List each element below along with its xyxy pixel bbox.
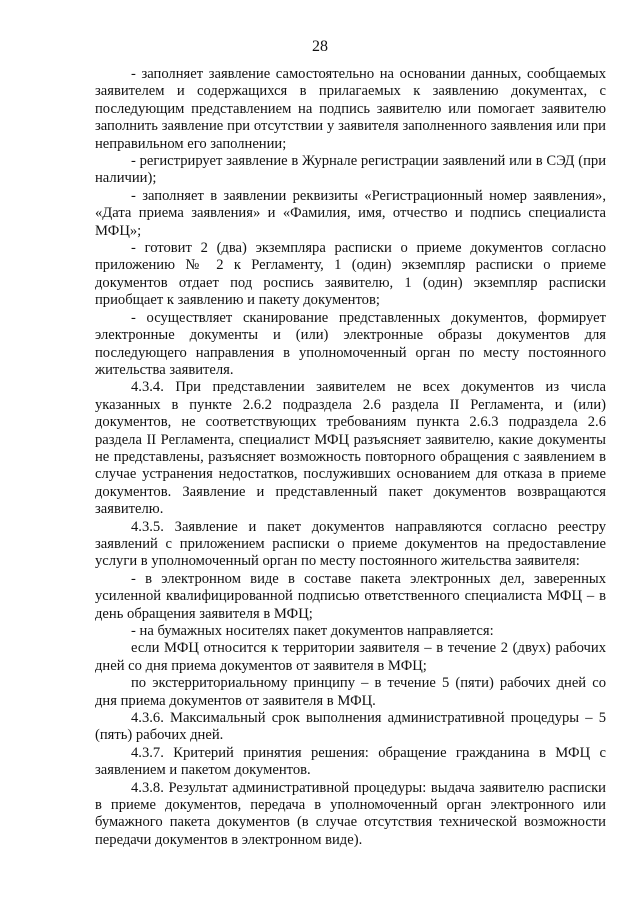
document-body — [95, 66, 606, 849]
paragraph-fill-application: - заполняет заявление самостоятельно на основании данных, сообщаемых заявителем и содержащихся в прилагаемых к заявлению документах, с последующим представлением на подпись заявителю или помогает заявителю заполнить заявление при отсутствии у заявителя заполненного заявления или при неправильном его заполнении; — [95, 66, 606, 152]
paragraph-fill-requisites: - заполняет в заявлении реквизиты «Регистрационный номер заявления», «Дата приема заявления» и «Фамилия, имя, отчество и подпись специалиста МФЦ»; — [95, 187, 606, 239]
paragraph-territory: если МФЦ относится к территории заявителя – в течение 2 (двух) рабочих дней со дня приема документов от заявителя в МФЦ; — [95, 640, 606, 674]
paragraph-extraterritorial: по экстерриториальному принципу – в течение 5 (пяти) рабочих дней со дня приема документов от заявителя в МФЦ. — [95, 675, 606, 709]
page-number: 28 — [312, 38, 328, 55]
paragraph-electronic-form: - в электронном виде в составе пакета электронных дел, заверенных усиленной квалифицированной подписью ответственного специалиста МФЦ – в день обращения заявителя в МФЦ; — [95, 570, 606, 622]
paragraph-prepare-receipt: - готовит 2 (два) экземпляра расписки о приеме документов согласно приложению № 2 к Регламенту, 1 (один) экземпляр расписки о приеме документов отдает под роспись заявителю, 1 (один) экземпляр расписки приобщает к заявлению и пакету документов; — [95, 240, 606, 309]
paragraph-4-3-6: 4.3.6. Максимальный срок выполнения административной процедуры – 5 (пять) рабочих дней. — [95, 710, 606, 744]
paragraph-4-3-8: 4.3.8. Результат административной процедуры: выдача заявителю расписки в приеме документов, передача в уполномоченный орган электронного или бумажного пакета документов (в случае отсутствия технической возможности передачи документов в электронном виде). — [95, 779, 606, 848]
paragraph-paper-form: - на бумажных носителях пакет документов направляется: — [131, 623, 494, 639]
paragraph-scan-documents: - осуществляет сканирование представленных документов, формирует электронные документы и (или) электронные образы документов для последующего направления в уполномоченный орган по месту постоянного жительства заявителя. — [95, 309, 606, 378]
paragraph-4-3-4: 4.3.4. При представлении заявителем не всех документов из числа указанных в пункте 2.6.2 подраздела 2.6 раздела II Регламента, и (или) документов, не соответствующих требованиям пункта 2.6.3 подраздела 2.6 раздела II Регламента, специалист МФЦ разъясняет заявителю, какие документы не представлены, разъясняет возможность повторного обращения с заявлением в случае устранения недостатков, послуживших основанием для отказа в приеме документов. Заявление и представленный пакет документов возвращаются заявителю. — [95, 379, 606, 518]
paragraph-4-3-7: 4.3.7. Критерий принятия решения: обращение гражданина в МФЦ с заявлением и пакетом документов. — [95, 744, 606, 779]
paragraph-register-application: - регистрирует заявление в Журнале регистрации заявлений или в СЭД (при наличии); — [95, 153, 606, 187]
paragraph-4-3-5: 4.3.5. Заявление и пакет документов направляются согласно реестру заявлений с приложением расписки о приеме документов на предоставление услуги в уполномоченный орган по месту постоянного жительства заявителя: — [95, 518, 606, 570]
